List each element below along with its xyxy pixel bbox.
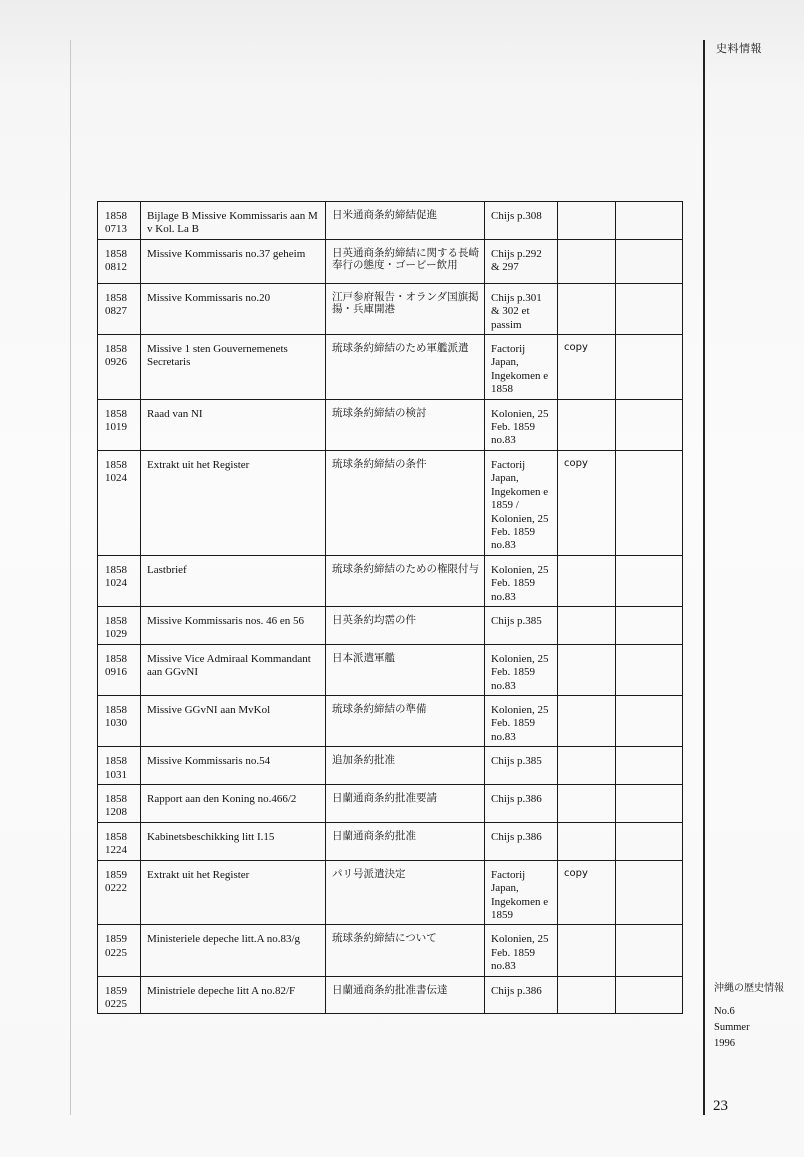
extra-cell — [616, 239, 683, 283]
journal-info — [714, 981, 800, 1052]
date-year: 1858 — [105, 793, 127, 805]
date-year: 1859 — [105, 933, 127, 946]
date-code: 0225 — [105, 998, 127, 1011]
source-cell: Chijs p.386 — [485, 823, 558, 861]
document-cell: Missive Kommissaris no.37 geheim — [141, 239, 326, 283]
source-cell: Factorij Japan, Ingekomen e 1859 — [485, 860, 558, 925]
journal-issue: No.6 — [714, 1006, 735, 1017]
extra-cell — [616, 860, 683, 925]
date-code: 0812 — [105, 261, 127, 274]
subject-cell: 琉球条約締結について — [326, 925, 485, 976]
date-cell — [98, 399, 141, 450]
source-cell: Chijs p.386 — [485, 785, 558, 823]
document-cell: Missive Kommissaris no.20 — [141, 283, 326, 334]
date-cell — [98, 860, 141, 925]
source-cell: Chijs p.308 — [485, 202, 558, 240]
date-year: 1858 — [105, 563, 127, 576]
left-margin-rule — [70, 40, 71, 1115]
note-cell — [558, 976, 616, 1014]
note-cell — [558, 283, 616, 334]
date-code: 1030 — [105, 717, 127, 730]
table-row — [98, 695, 683, 746]
date-cell — [98, 695, 141, 746]
date-code: 0916 — [105, 666, 127, 679]
subject-cell: 日英通商条約締結に関する長崎奉行の態度・ゴービー飲用 — [326, 239, 485, 283]
date-cell — [98, 202, 141, 240]
extra-cell — [616, 202, 683, 240]
source-cell: Chijs p.385 — [485, 747, 558, 785]
extra-cell — [616, 335, 683, 400]
date-cell — [98, 335, 141, 400]
table-row — [98, 644, 683, 695]
document-cell: Missive Vice Admiraal Kommandant aan GGvNI — [141, 644, 326, 695]
date-year: 1858 — [105, 343, 127, 356]
table-row — [98, 925, 683, 976]
note-cell — [558, 555, 616, 606]
date-code: 1031 — [105, 768, 127, 781]
note-cell — [558, 239, 616, 283]
document-cell: Ministriele depeche litt A no.82/F — [141, 976, 326, 1014]
source-cell: Factorij Japan, Ingekomen e 1858 — [485, 335, 558, 400]
date-year: 1858 — [105, 291, 127, 304]
extra-cell — [616, 606, 683, 644]
table-row — [98, 283, 683, 334]
extra-cell — [616, 976, 683, 1014]
subject-cell: 日本派遣軍艦 — [326, 644, 485, 695]
subject-cell: 江戸参府報告・オランダ国旗掲揚・兵庫開港 — [326, 283, 485, 334]
extra-cell — [616, 823, 683, 861]
subject-cell: パリ号派遣決定 — [326, 860, 485, 925]
note-cell — [558, 823, 616, 861]
journal-season: Summer — [714, 1022, 750, 1033]
document-cell: Raad van NI — [141, 399, 326, 450]
document-cell: Ministeriele depeche litt.A no.83/g — [141, 925, 326, 976]
source-cell: Kolonien, 25 Feb. 1859 no.83 — [485, 555, 558, 606]
note-cell: copy — [558, 450, 616, 555]
subject-cell: 琉球条約締結のための権限付与 — [326, 555, 485, 606]
extra-cell — [616, 555, 683, 606]
table-row — [98, 823, 683, 861]
page-number: 23 — [713, 1098, 728, 1114]
section-label: 史料情報 — [716, 42, 762, 55]
document-cell: Rapport aan den Koning no.466/2 — [141, 785, 326, 823]
date-year: 1858 — [105, 407, 127, 420]
extra-cell — [616, 785, 683, 823]
extra-cell — [616, 695, 683, 746]
date-year: 1858 — [105, 210, 127, 222]
document-cell: Missive 1 sten Gouvernemenets Secretaris — [141, 335, 326, 400]
date-code: 1029 — [105, 628, 127, 641]
table-row — [98, 335, 683, 400]
date-cell — [98, 283, 141, 334]
date-code: 1224 — [105, 844, 127, 857]
table-row — [98, 976, 683, 1014]
date-year: 1858 — [105, 614, 127, 627]
extra-cell — [616, 644, 683, 695]
extra-cell — [616, 283, 683, 334]
table-row — [98, 202, 683, 240]
document-cell: Missive GGvNI aan MvKol — [141, 695, 326, 746]
date-code: 1019 — [105, 421, 127, 434]
subject-cell: 琉球条約締結のため軍艦派遣 — [326, 335, 485, 400]
subject-cell: 琉球条約締結の準備 — [326, 695, 485, 746]
subject-cell: 日英条約均霑の件 — [326, 606, 485, 644]
date-cell — [98, 925, 141, 976]
note-cell — [558, 747, 616, 785]
source-cell: Chijs p.386 — [485, 976, 558, 1014]
document-cell: Kabinetsbeschikking litt I.15 — [141, 823, 326, 861]
subject-cell: 日蘭通商条約批准要請 — [326, 785, 485, 823]
extra-cell — [616, 450, 683, 555]
document-cell: Lastbrief — [141, 555, 326, 606]
subject-cell: 日蘭通商条約批准書伝達 — [326, 976, 485, 1014]
table-row — [98, 606, 683, 644]
date-cell — [98, 823, 141, 861]
extra-cell — [616, 925, 683, 976]
subject-cell: 日蘭通商条約批准 — [326, 823, 485, 861]
date-code: 0225 — [105, 946, 127, 959]
document-cell: Missive Kommissaris nos. 46 en 56 — [141, 606, 326, 644]
note-cell: copy — [558, 860, 616, 925]
date-year: 1858 — [105, 652, 127, 665]
date-year: 1858 — [105, 831, 127, 843]
document-cell: Bijlage B Missive Kommissaris aan M v Kol. La B — [141, 202, 326, 240]
date-code: 0713 — [105, 223, 127, 236]
journal-title: 沖縄の歴史情報 — [714, 983, 784, 994]
date-cell — [98, 976, 141, 1014]
subject-cell: 追加条約批准 — [326, 747, 485, 785]
date-code: 0926 — [105, 356, 127, 369]
date-cell — [98, 747, 141, 785]
table-row — [98, 239, 683, 283]
right-margin-rule — [703, 40, 705, 1115]
note-cell — [558, 644, 616, 695]
source-cell: Chijs p.385 — [485, 606, 558, 644]
subject-cell: 琉球条約締結の検討 — [326, 399, 485, 450]
date-code: 1024 — [105, 577, 127, 590]
records-table-body — [98, 202, 683, 1014]
note-cell — [558, 399, 616, 450]
date-code: 1208 — [105, 806, 127, 819]
source-cell: Kolonien, 25 Feb. 1859 no.83 — [485, 695, 558, 746]
note-cell — [558, 925, 616, 976]
note-cell — [558, 606, 616, 644]
date-year: 1859 — [105, 984, 127, 997]
note-cell — [558, 202, 616, 240]
date-cell — [98, 644, 141, 695]
document-cell: Missive Kommissaris no.54 — [141, 747, 326, 785]
subject-cell: 日米通商条約締結促進 — [326, 202, 485, 240]
source-cell: Chijs p.301 & 302 et passim — [485, 283, 558, 334]
source-cell: Kolonien, 25 Feb. 1859 no.83 — [485, 644, 558, 695]
table-row — [98, 860, 683, 925]
table-row — [98, 785, 683, 823]
extra-cell — [616, 747, 683, 785]
subject-cell: 琉球条約締結の条件 — [326, 450, 485, 555]
source-cell: Factorij Japan, Ingekomen e 1859 / Kolonien, 25 Feb. 1859 no.83 — [485, 450, 558, 555]
date-year: 1858 — [105, 703, 127, 716]
date-year: 1859 — [105, 868, 127, 881]
date-year: 1858 — [105, 247, 127, 260]
date-code: 0222 — [105, 882, 127, 895]
extra-cell — [616, 399, 683, 450]
document-cell: Extrakt uit het Register — [141, 450, 326, 555]
note-cell — [558, 695, 616, 746]
table-row — [98, 555, 683, 606]
date-code: 0827 — [105, 305, 127, 318]
date-cell — [98, 606, 141, 644]
date-cell — [98, 239, 141, 283]
source-cell: Kolonien, 25 Feb. 1859 no.83 — [485, 399, 558, 450]
source-cell: Kolonien, 25 Feb. 1859 no.83 — [485, 925, 558, 976]
note-cell: copy — [558, 335, 616, 400]
table-row — [98, 399, 683, 450]
date-code: 1024 — [105, 472, 127, 485]
table-row — [98, 747, 683, 785]
source-cell: Chijs p.292 & 297 — [485, 239, 558, 283]
note-cell — [558, 785, 616, 823]
date-cell — [98, 785, 141, 823]
date-cell — [98, 555, 141, 606]
records-table — [97, 201, 683, 1014]
date-year: 1858 — [105, 755, 127, 768]
document-cell: Extrakt uit het Register — [141, 860, 326, 925]
date-year: 1858 — [105, 458, 127, 471]
table-row — [98, 450, 683, 555]
date-cell — [98, 450, 141, 555]
journal-year: 1996 — [714, 1038, 735, 1049]
